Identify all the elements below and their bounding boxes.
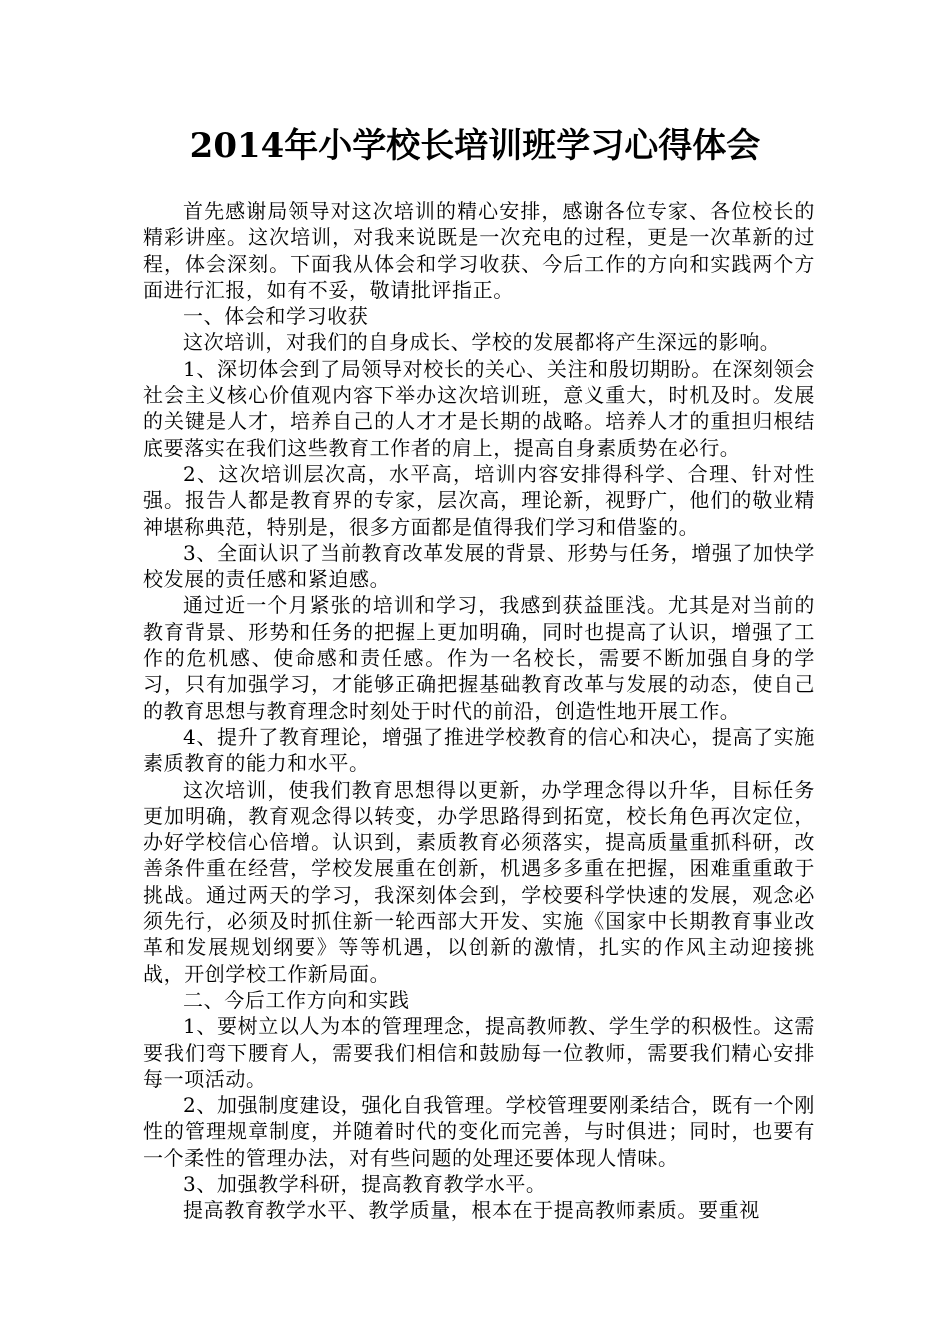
section-heading-2: 二、今后工作方向和实践	[183, 987, 410, 1012]
paragraph-point-2: 2、这次培训层次高，水平高，培训内容安排得科学、合理、针对性强。报告人都是教育界的专家，层次高，理论新，视野广，他们的敬业精神堪称典范，特别是，很多方面都是值得我们学习和借鉴的。	[143, 461, 815, 539]
paragraph: 这次培训，对我们的自身成长、学校的发展都将产生深远的影响。	[183, 330, 781, 355]
paragraph: 通过近一个月紧张的培训和学习，我感到获益匪浅。尤其是对当前的教育背景、形势和任务的把握上更加明确，同时也提高了认识，增强了工作的危机感、使命感和责任感。作为一名校长，需要不断加强自身的学习，只有加强学习，才能够正确把握基础教育改革与发展的动态，使自己的教育思想与教育理念时刻处于时代的前沿，创造性地开展工作。	[143, 593, 815, 723]
section-heading-1: 一、体会和学习收获	[183, 304, 369, 329]
paragraph-point-3: 3、全面认识了当前教育改革发展的背景、形势与任务，增强了加快学校发展的责任感和紧迫感。	[143, 540, 815, 592]
paragraph-action-1: 1、要树立以人为本的管理理念，提高教师教、学生学的积极性。这需要我们弯下腰育人，需要我们相信和鼓励每一位教师，需要我们精心安排每一项活动。	[143, 1014, 815, 1091]
paragraph-point-4: 4、提升了教育理论，增强了推进学校教育的信心和决心，提高了实施素质教育的能力和水平。	[143, 724, 815, 776]
paragraph-point-1: 1、深切体会到了局领导对校长的关心、关注和殷切期盼。在深刻领会社会主义核心价值观内容下举办这次培训班，意义重大，时机及时。发展的关键是人才，培养自己的人才才是长期的战略。培养人才的重担归根结底要落实在我们这些教育工作者的肩上，提高自身素质势在必行。	[143, 356, 815, 460]
paragraph-intro: 首先感谢局领导对这次培训的精心安排，感谢各位专家、各位校长的精彩讲座。这次培训，对我来说既是一次充电的过程，更是一次革新的过程，体会深刻。下面我从体会和学习收获、今后工作的方向和实践两个方面进行汇报，如有不妥，敬请批评指正。	[143, 199, 815, 302]
document-title: 2014年小学校长培训班学习心得体会	[189, 126, 761, 166]
paragraph-action-2: 2、加强制度建设，强化自我管理。学校管理要刚柔结合，既有一个刚性的管理规章制度，并随着时代的变化而完善，与时俱进；同时，也要有一个柔性的管理办法，对有些问题的处理还要体现人情味。	[143, 1093, 815, 1170]
paragraph: 这次培训，使我们教育思想得以更新，办学理念得以升华，目标任务更加明确，教育观念得以转变，办学思路得到拓宽，校长角色再次定位，办好学校信心倍增。认识到，素质教育必须落实，提高质量重抓科研，改善条件重在经营，学校发展重在创新，机遇多多重在把握，困难重重敢于挑战。通过两天的学习，我深刻体会到，学校要科学快速的发展，观念必须先行，必须及时抓住新一轮西部大开发、实施《国家中长期教育事业改革和发展规划纲要》等等机遇，以创新的激情，扎实的作风主动迎接挑战，开创学校工作新局面。	[143, 777, 815, 986]
paragraph: 提高教育教学水平、教学质量，根本在于提高教师素质。要重视	[183, 1198, 760, 1223]
document-body	[143, 198, 815, 1224]
paragraph-action-3: 3、加强教学科研，提高教育教学水平。	[183, 1171, 547, 1196]
